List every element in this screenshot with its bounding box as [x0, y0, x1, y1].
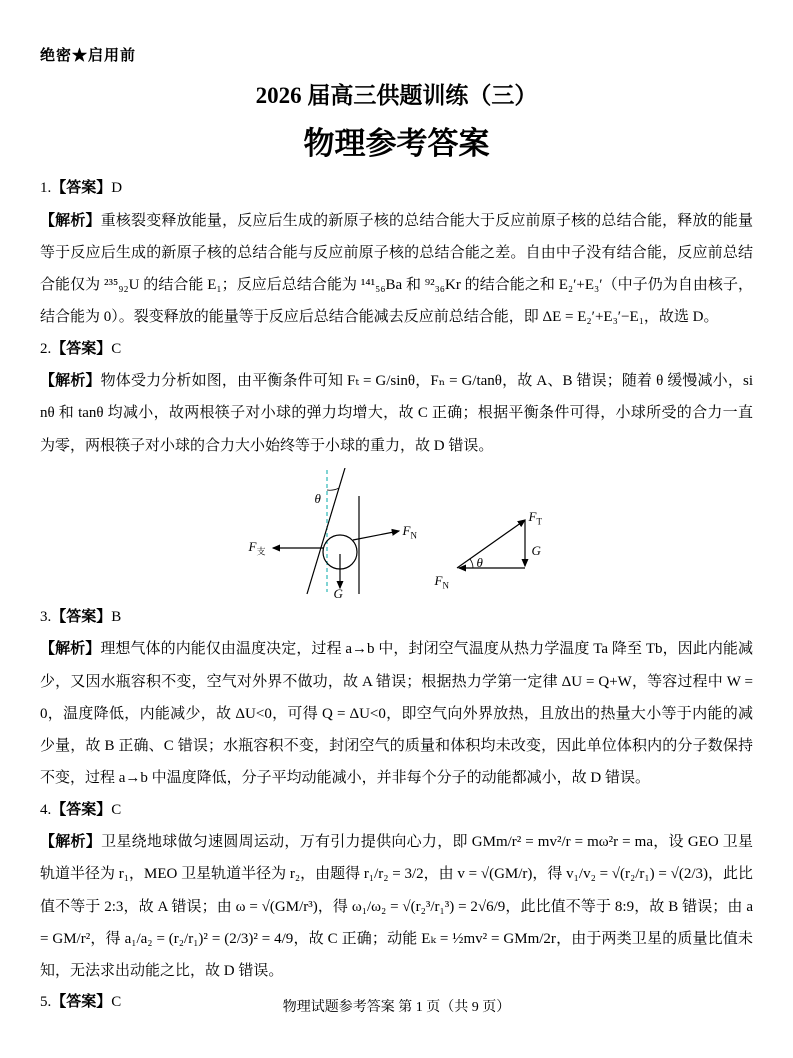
analysis-label: 【解析】	[40, 834, 102, 850]
answer-letter: C	[111, 994, 122, 1011]
answer-heading	[40, 602, 753, 634]
triangle-theta-arc	[470, 559, 473, 568]
answer-heading	[40, 173, 753, 205]
answer-item-1	[40, 173, 753, 334]
security-notice: 绝密★启用前	[40, 48, 137, 64]
answer-number: 2.	[40, 340, 52, 357]
theta-label: θ	[314, 490, 321, 506]
answer-label: 【答案】	[51, 608, 112, 625]
answer-heading	[40, 795, 753, 827]
analysis-text: 物体受力分析如图，由平衡条件可知 Fₜ = G/sinθ，Fₙ = G/tanθ，故 A、B 错误；随着 θ 缓慢减小，sinθ 和 tanθ 均减小，故两根筷子对小球的弹力均增大，故 C 正确；根据平衡条件可得，小球所受的合力一直为零，两根筷子对小球的合力大小始终等于小球的重力，故 D 错误。	[40, 373, 753, 454]
gravity-label: G	[333, 585, 343, 601]
answer-number: 4.	[40, 801, 52, 818]
left-theta-arc	[327, 488, 339, 490]
force-diagram	[207, 468, 587, 601]
answer-letter: C	[111, 801, 122, 818]
force-diagram-svg	[207, 468, 587, 601]
analysis-text: 理想气体的内能仅由温度决定，过程 a→b 中，封闭空气温度从热力学温度 Ta 降至 Tb，因此内能减少，又因水瓶容积不变，空气对外界不做功，故 A 错误；根据热力学第一定律 ΔU = Q+W，等容过程中 W = 0，温度降低，内能减少，故 ΔU<0，可得 Q = ΔU<0，即空气向外界放热，且放出的热量大小等于内能的减少量，故 B 正确、C 错误；水瓶容积不变，封闭空气的质量和体积均未改变，因此单位体积内的分子数保持不变，过程 a→b 中温度降低，分子平均动能减小，并非每个分子的动能都减小，故 D 错误。	[40, 641, 753, 787]
analysis-text: 重核裂变释放能量，反应后生成的新原子核的总结合能大于反应前原子核的总结合能，释放的能量等于反应后生成的新原子核的总结合能与反应前原子核的总结合能之差。自由中子没有结合能，反应前总结合能仅为 ²³⁵₉₂U 的结合能 E₁；反应后总结合能为 ¹⁴¹₅₆Ba 和 ⁹²₃₆Kr 的结合能之和 E₂′+E₃′（中子仍为自由核子，结合能为 0）。裂变释放的能量等于反应后总结合能减去反应前总结合能，即 ΔE = E₂′+E₃′−E₁，故选 D。	[40, 212, 753, 326]
force-arrow-fn	[353, 531, 399, 540]
analysis-paragraph	[40, 205, 753, 334]
page-footer: 物理试题参考答案 第 1 页（共 9 页）	[282, 1000, 511, 1015]
force-label-fsupport: $F_支$	[248, 538, 266, 557]
answer-label: 【答案】	[51, 180, 112, 196]
answer-item-4	[40, 795, 753, 988]
answer-letter: B	[111, 608, 122, 625]
chopstick-slanted-line	[307, 468, 345, 594]
answer-label: 【答案】	[51, 801, 112, 818]
analysis-label: 【解析】	[40, 212, 101, 229]
analysis-paragraph	[40, 633, 753, 794]
answer-item-2	[40, 334, 753, 601]
analysis-paragraph	[40, 826, 753, 987]
analysis-text: 卫星绕地球做匀速圆周运动，万有引力提供向心力，即 GMm/r² = mv²/r = mω²r = ma，设 GEO 卫星轨道半径为 r₁，MEO 卫星轨道半径为 r₂，由题得 r₁/r₂ = 3/2，由 v = √(GM/r)，得 v₁/v₂ = √(r₂/r₁) = √(2/3)，此比值不等于 2:3，故 A 错误；由 ω = √(GM/r³)，得 ω₁/ω₂ = √(r₂³/r₁³) = 2√6/9，此比值不等于 8:9，故 B 错误；由 a = GM/r²，得 a₁/a₂ = (r₂/r₁)² = (2/3)² = 4/9，故 C 正确；动能 Eₖ = ½mv² = GMm/2r，由于两类卫星的质量比值未知，无法求出动能之比，故 D 错误。	[40, 834, 753, 979]
exam-title: 2026 届高三供题训练（三）	[255, 83, 538, 108]
triangle-theta-label: θ	[476, 554, 483, 570]
triangle-tension-arrow	[457, 520, 525, 568]
answer-letter: C	[111, 340, 122, 357]
triangle-tension-label: $F_T$	[528, 508, 542, 527]
answer-letter: D	[111, 180, 123, 196]
answers-title: 物理参考答案	[303, 126, 490, 161]
answer-label: 【答案】	[51, 340, 112, 357]
triangle-gravity-label: G	[531, 542, 541, 558]
answer-number: 5.	[40, 994, 52, 1011]
analysis-label: 【解析】	[40, 373, 101, 389]
answer-label: 【答案】	[51, 994, 112, 1011]
triangle-normal-label: $F_N$	[434, 572, 449, 591]
answer-number: 3.	[40, 608, 52, 625]
analysis-paragraph	[40, 365, 753, 462]
answer-number: 1.	[40, 180, 52, 196]
answer-item-3	[40, 602, 753, 795]
answer-heading	[40, 334, 753, 366]
force-label-fn: $F_N$	[402, 522, 417, 541]
analysis-label: 【解析】	[40, 641, 101, 658]
